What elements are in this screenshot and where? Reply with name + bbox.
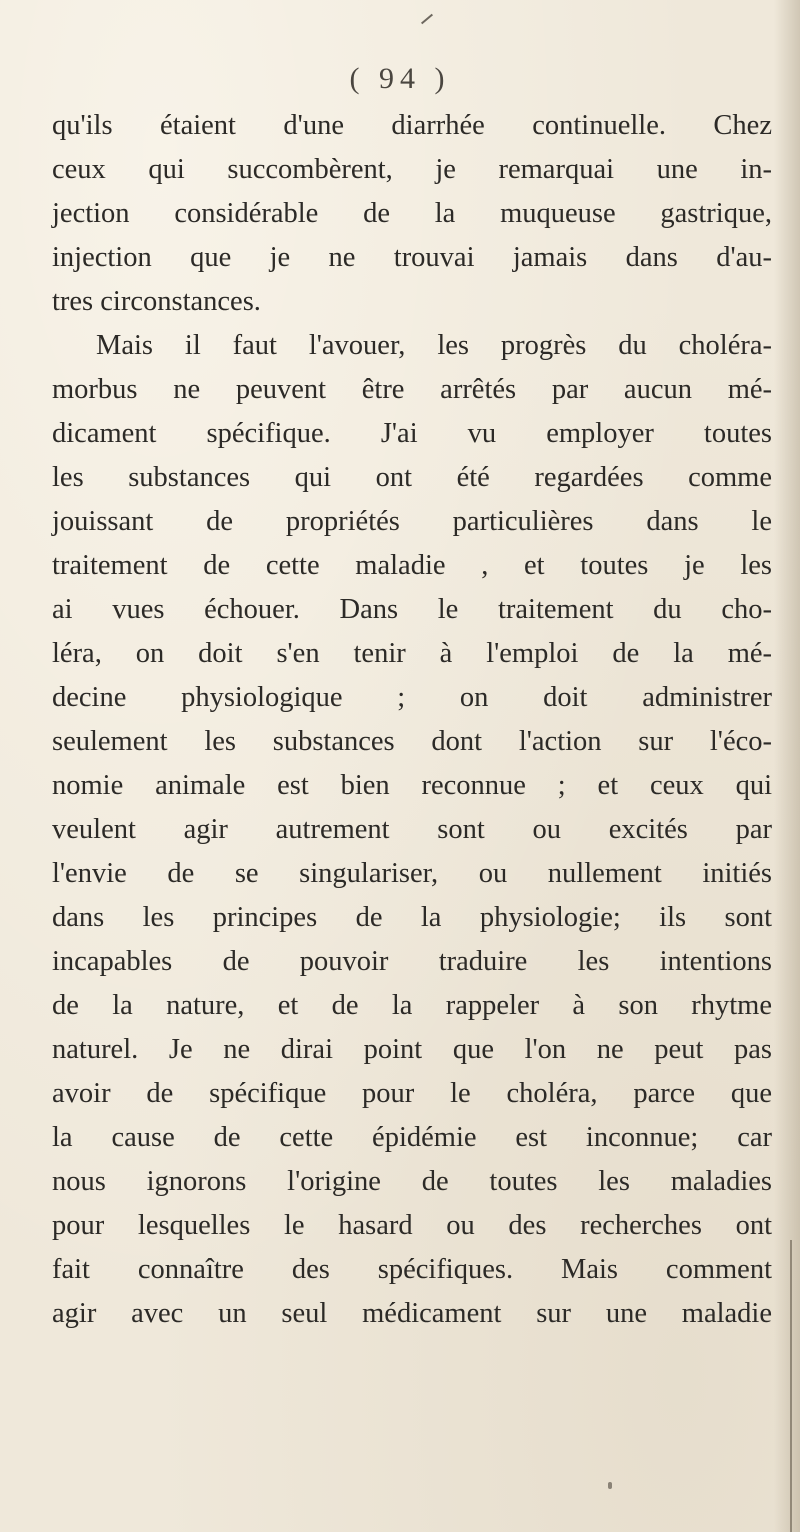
text-line: jection considérable de la muqueuse gastrique, (52, 198, 772, 229)
text-line: ai vues échouer. Dans le traitement du cho- (52, 594, 772, 625)
text-line: dicament spécifique. J'ai vu employer toutes (52, 418, 772, 449)
text-line: les substances qui ont été regardées comme (52, 462, 772, 493)
text-line: incapables de pouvoir traduire les intentions (52, 946, 772, 977)
text-line: l'envie de se singulariser, ou nullement initiés (52, 858, 772, 889)
text-line: jouissant de propriétés particulières dans le (52, 506, 772, 537)
text-line: decine physiologique ; on doit administrer (52, 682, 772, 713)
page-number: ( 94 ) (349, 62, 451, 95)
text-line: qu'ils étaient d'une diarrhée continuelle. Chez (52, 110, 772, 141)
text-line: dans les principes de la physiologie; ils sont (52, 902, 772, 933)
text-line: la cause de cette épidémie est inconnue; car (52, 1122, 772, 1153)
text-line: nomie animale est bien reconnue ; et ceux qui (52, 770, 772, 801)
pencil-mark (421, 14, 433, 25)
text-line: morbus ne peuvent être arrêtés par aucun mé- (52, 374, 772, 405)
text-line: nous ignorons l'origine de toutes les maladies (52, 1166, 772, 1197)
text-line: pour lesquelles le hasard ou des recherches ont (52, 1210, 772, 1241)
text-line: tres circonstances. (52, 286, 261, 317)
text-line: fait connaître des spécifiques. Mais comment (52, 1254, 772, 1285)
page-edge-line (790, 1240, 792, 1532)
text-line: seulement les substances dont l'action sur l'éco- (52, 726, 772, 757)
text-line: traitement de cette maladie , et toutes je les (52, 550, 772, 581)
body-text (52, 104, 772, 1336)
text-line: léra, on doit s'en tenir à l'emploi de la mé- (52, 638, 772, 669)
text-line: de la nature, et de la rappeler à son rhytme (52, 990, 772, 1021)
text-line: Mais il faut l'avouer, les progrès du choléra- (96, 330, 772, 361)
page-edge-shadow (774, 0, 800, 1532)
text-line: naturel. Je ne dirai point que l'on ne peut pas (52, 1034, 772, 1065)
ink-speck (608, 1482, 612, 1489)
text-line: avoir de spécifique pour le choléra, parce que (52, 1078, 772, 1109)
text-line: veulent agir autrement sont ou excités par (52, 814, 772, 845)
text-line: ceux qui succombèrent, je remarquai une in- (52, 154, 772, 185)
text-line: agir avec un seul médicament sur une maladie (52, 1298, 772, 1329)
text-line: injection que je ne trouvai jamais dans d'au- (52, 242, 772, 273)
